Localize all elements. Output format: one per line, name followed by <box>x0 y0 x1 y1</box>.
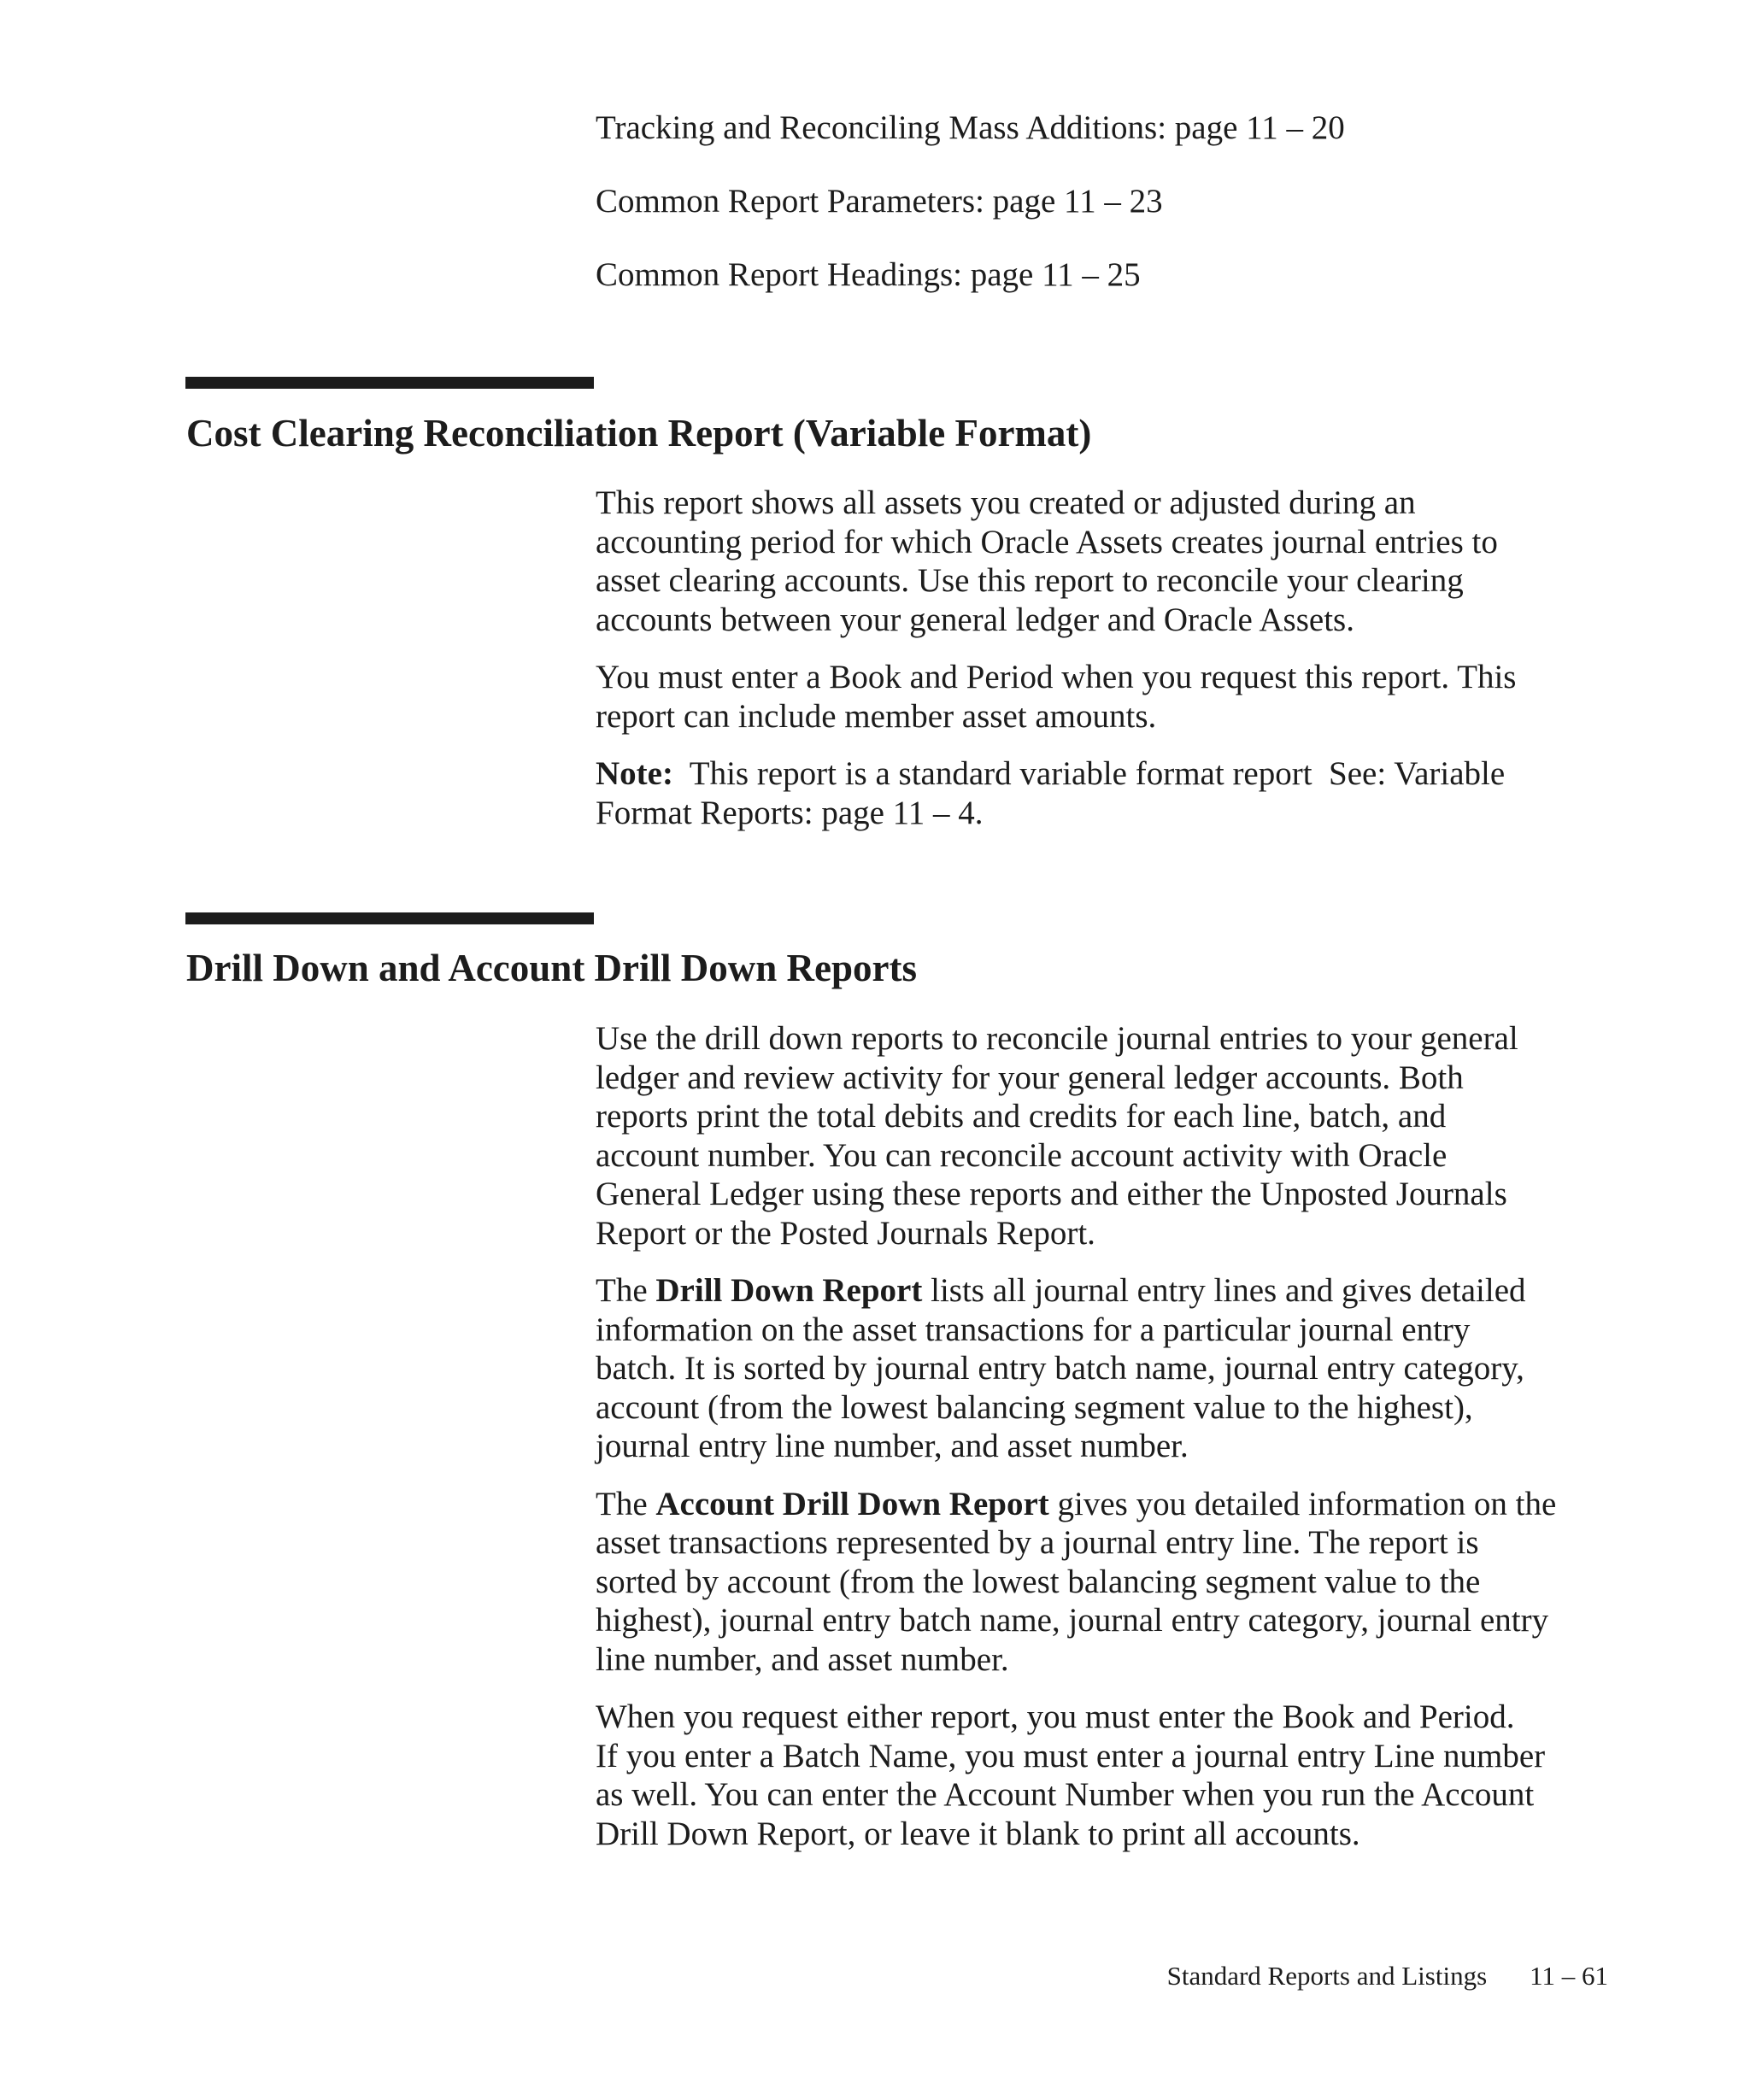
text-line: reports print the total debits and credits for each line, batch, and <box>596 1098 1447 1135</box>
paragraph <box>596 1485 1630 1680</box>
paragraph <box>596 484 1630 639</box>
section-body <box>596 1019 1630 1872</box>
text-line <box>596 1485 1630 1524</box>
text-line: line number, and asset number. <box>596 1640 1009 1678</box>
section-rule <box>185 912 594 924</box>
text-line: ledger and review activity for your general ledger accounts. Both <box>596 1059 1464 1096</box>
text-line: asset transactions represented by a journal entry line. The report is <box>596 1524 1479 1561</box>
section-heading: Drill Down and Account Drill Down Reports <box>186 947 918 989</box>
section-rule <box>185 377 594 389</box>
cross-reference-link[interactable]: Common Report Parameters: page 11 – 23 <box>596 183 1163 220</box>
text-line: account number. You can reconcile account activity with Oracle <box>596 1136 1448 1174</box>
text-line: You must enter a Book and Period when you request this report. This <box>596 659 1517 695</box>
text-line: accounts between your general ledger and Oracle Assets. <box>596 601 1354 638</box>
section-body <box>596 484 1630 851</box>
text-line: asset clearing accounts. Use this report to reconcile your clearing <box>596 562 1464 599</box>
text-fragment: The <box>596 1272 656 1309</box>
paragraph <box>596 1698 1630 1853</box>
text-line <box>596 1271 1630 1311</box>
report-name: Drill Down Report <box>655 1272 923 1309</box>
text-line <box>596 754 1630 794</box>
paragraph <box>596 1271 1630 1466</box>
cross-reference-list <box>596 107 1621 327</box>
footer-section-title: Standard Reports and Listings <box>1166 1961 1488 1991</box>
paragraph <box>596 658 1630 736</box>
note-label: Note: <box>596 755 673 792</box>
text-line: account (from the lowest balancing segment value to the highest), <box>596 1388 1473 1426</box>
text-line: information on the asset transactions for a particular journal entry <box>596 1311 1471 1348</box>
text-line: highest), journal entry batch name, journal entry category, journal entry <box>596 1602 1549 1639</box>
text-line: Report or the Posted Journals Report. <box>596 1214 1095 1252</box>
text-fragment: lists all journal entry lines and gives detailed <box>922 1272 1526 1309</box>
text-line: report can include member asset amounts. <box>596 697 1157 735</box>
text-line: journal entry line number, and asset number. <box>596 1428 1189 1464</box>
text-line: sorted by account (from the lowest balancing segment value to the <box>596 1563 1481 1600</box>
page-footer <box>1025 1959 1608 1993</box>
text-line: batch. It is sorted by journal entry batch name, journal entry category, <box>596 1350 1524 1387</box>
note-paragraph <box>596 754 1630 832</box>
page-number: 11 – 61 <box>1530 1961 1608 1991</box>
text-line: Drill Down Report, or leave it blank to print all accounts. <box>596 1815 1360 1852</box>
text-line: When you request either report, you must enter the Book and Period. <box>596 1698 1515 1735</box>
text-line: If you enter a Batch Name, you must enter a journal entry Line number <box>596 1737 1546 1774</box>
text-line: This report shows all assets you created or adjusted during an <box>596 484 1416 521</box>
note-text: This report is a standard variable format report See: Variable <box>672 755 1506 792</box>
cross-reference-link[interactable]: Common Report Headings: page 11 – 25 <box>596 256 1141 293</box>
report-name: Account Drill Down Report <box>655 1485 1049 1522</box>
text-fragment: The <box>596 1485 656 1522</box>
section-heading: Cost Clearing Reconciliation Report (Variable Format) <box>186 412 1092 455</box>
note-cross-reference-link[interactable]: Format Reports: page 11 – 4. <box>596 794 984 831</box>
text-line: General Ledger using these reports and either the Unposted Journals <box>596 1176 1507 1212</box>
text-fragment: gives you detailed information on the <box>1048 1485 1557 1522</box>
text-line: as well. You can enter the Account Number when you run the Account <box>596 1776 1535 1813</box>
text-line: accounting period for which Oracle Assets creates journal entries to <box>596 523 1498 560</box>
text-line: Use the drill down reports to reconcile journal entries to your general <box>596 1020 1518 1057</box>
cross-reference-link[interactable]: Tracking and Reconciling Mass Additions: page 11 – 20 <box>596 109 1345 146</box>
paragraph <box>596 1019 1630 1252</box>
